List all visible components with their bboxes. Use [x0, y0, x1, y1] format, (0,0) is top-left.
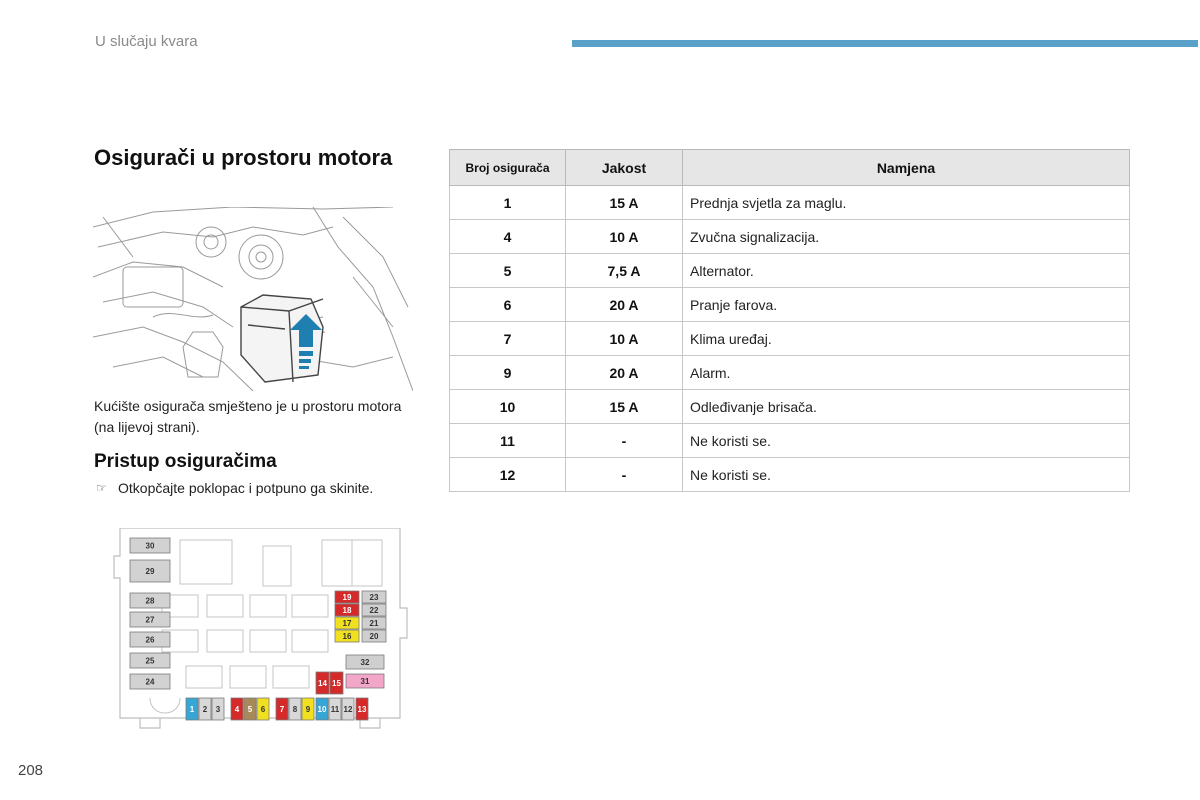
fuse-label: 2 — [202, 705, 208, 714]
fuse-label: 12 — [343, 705, 353, 714]
fuse-number: 11 — [450, 424, 566, 458]
fuse-label: 25 — [145, 656, 155, 666]
fuse-20 — [362, 630, 386, 642]
fuse-label: 6 — [260, 705, 266, 714]
fuse-label: 10 — [317, 705, 327, 714]
fuse-29 — [130, 560, 170, 582]
fuse-11 — [329, 698, 341, 720]
fuse-23 — [362, 591, 386, 603]
fuse-function: Alarm. — [683, 356, 1130, 390]
table-row — [450, 254, 1130, 288]
fuse-rating: - — [566, 458, 683, 492]
fuse-32 — [346, 655, 384, 669]
fuse-function: Ne koristi se. — [683, 458, 1130, 492]
fuse-30 — [130, 538, 170, 553]
fuse-21 — [362, 617, 386, 629]
fuse-26 — [130, 632, 170, 647]
fuse-number: 10 — [450, 390, 566, 424]
fuse-24 — [130, 674, 170, 689]
fuse-label: 23 — [369, 593, 379, 602]
engine-compartment-illustration — [93, 207, 413, 391]
fuse-function: Alternator. — [683, 254, 1130, 288]
fuse-number: 4 — [450, 220, 566, 254]
fuse-label: 30 — [145, 541, 155, 551]
fuse-table — [449, 149, 1130, 492]
fuse-5 — [244, 698, 256, 720]
fuse-function: Pranje farova. — [683, 288, 1130, 322]
fuse-label: 1 — [189, 705, 195, 714]
fuse-rating: 20 A — [566, 356, 683, 390]
fuse-28 — [130, 593, 170, 608]
fuse-31 — [346, 674, 384, 688]
fuse-15 — [330, 672, 343, 694]
fuse-2 — [199, 698, 211, 720]
section-title: Osigurači u prostoru motora — [94, 145, 393, 170]
fuse-function: Prednja svjetla za maglu. — [683, 186, 1130, 220]
fuse-label: 20 — [369, 632, 379, 641]
table-row — [450, 288, 1130, 322]
fuse-label: 22 — [369, 606, 379, 615]
fuse-rating: 7,5 A — [566, 254, 683, 288]
fuse-7 — [276, 698, 288, 720]
table-row — [450, 424, 1130, 458]
fuse-label: 9 — [305, 705, 311, 714]
fuse-function: Odleđivanje brisača. — [683, 390, 1130, 424]
fuse-label: 13 — [357, 705, 367, 714]
fuse-19 — [335, 591, 359, 603]
fuse-3 — [212, 698, 224, 720]
table-row — [450, 186, 1130, 220]
fuse-16 — [335, 630, 359, 642]
fuse-label: 17 — [342, 619, 352, 628]
instruction-text: Otkopčajte poklopac i potpuno ga skinite. — [118, 480, 374, 496]
fuse-number: 5 — [450, 254, 566, 288]
fuse-10 — [316, 698, 328, 720]
fuse-22 — [362, 604, 386, 616]
fuse-rating: 10 A — [566, 220, 683, 254]
fuse-label: 3 — [215, 705, 221, 714]
pointing-hand-icon: ☞ — [96, 481, 107, 495]
header-title: U slučaju kvara — [95, 33, 198, 50]
fuse-label: 19 — [342, 593, 352, 602]
column-header-fuse-number: Broj osigurača — [450, 150, 566, 186]
fuse-27 — [130, 612, 170, 627]
fuse-label: 21 — [369, 619, 379, 628]
fuse-label: 14 — [318, 679, 327, 688]
column-header-rating: Jakost — [566, 150, 683, 186]
fuse-12 — [342, 698, 354, 720]
fuse-label: 27 — [145, 615, 155, 625]
fuse-label: 28 — [145, 596, 155, 606]
fuse-label: 5 — [247, 705, 253, 714]
fuse-rating: 10 A — [566, 322, 683, 356]
fuse-label: 26 — [145, 635, 155, 645]
fuse-function: Klima uređaj. — [683, 322, 1130, 356]
fuse-function: Zvučna signalizacija. — [683, 220, 1130, 254]
fuse-label: 11 — [330, 705, 340, 714]
fuse-label: 18 — [342, 606, 352, 615]
fuse-number: 7 — [450, 322, 566, 356]
fuse-rating: 15 A — [566, 186, 683, 220]
fuse-6 — [257, 698, 269, 720]
fuse-label: 7 — [279, 705, 285, 714]
table-row — [450, 390, 1130, 424]
fuse-number: 12 — [450, 458, 566, 492]
fuse-13 — [356, 698, 368, 720]
fuse-label: 31 — [360, 677, 370, 686]
page-number: 208 — [18, 762, 44, 779]
fuse-label: 32 — [360, 658, 370, 667]
fuse-8 — [289, 698, 301, 720]
table-row — [450, 458, 1130, 492]
table-row — [450, 356, 1130, 390]
fuse-function: Ne koristi se. — [683, 424, 1130, 458]
table-row — [450, 220, 1130, 254]
fuse-number: 6 — [450, 288, 566, 322]
fuse-rating: 20 A — [566, 288, 683, 322]
header-accent-bar — [572, 40, 1198, 47]
fuse-label: 29 — [145, 567, 155, 576]
fuse-number: 9 — [450, 356, 566, 390]
fuse-rating: - — [566, 424, 683, 458]
instruction-item — [96, 480, 373, 496]
fuse-rating: 15 A — [566, 390, 683, 424]
fuse-label: 4 — [234, 705, 240, 714]
fuse-14 — [316, 672, 329, 694]
fuse-label: 15 — [332, 679, 341, 688]
fuse-label: 24 — [145, 677, 155, 687]
fuse-9 — [302, 698, 314, 720]
fuse-17 — [335, 617, 359, 629]
fuse-box-diagram — [110, 528, 410, 738]
table-row — [450, 322, 1130, 356]
fuse-18 — [335, 604, 359, 616]
subsection-title: Pristup osiguračima — [94, 451, 277, 472]
fuse-1 — [186, 698, 198, 720]
fuse-label: 8 — [292, 705, 298, 714]
fuse-box-location-text: Kućište osigurača smješteno je u prostoru motora (na lijevoj strani). — [94, 398, 402, 435]
fuse-4 — [231, 698, 243, 720]
fuse-label: 16 — [342, 632, 352, 641]
column-header-function: Namjena — [683, 150, 1130, 186]
fuse-25 — [130, 653, 170, 668]
table-header-row — [450, 150, 1130, 186]
fuse-number: 1 — [450, 186, 566, 220]
